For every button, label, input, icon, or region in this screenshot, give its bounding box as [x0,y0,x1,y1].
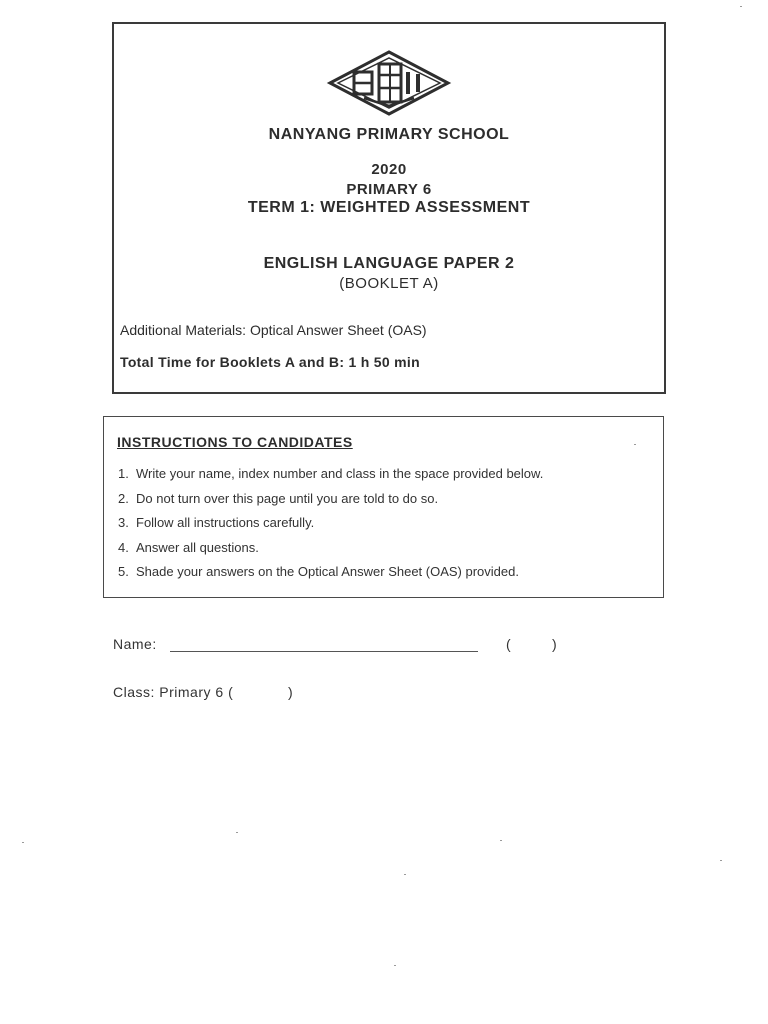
booklet-label: (BOOKLET A) [339,275,439,292]
scan-speck [740,6,742,7]
scan-speck [500,840,502,841]
paper-title: ENGLISH LANGUAGE PAPER 2 [263,255,515,272]
scan-speck [634,444,636,445]
list-item-number: 1. [118,466,129,481]
total-time: Total Time for Booklets A and B: 1 h 50 min [120,354,420,370]
list-item-number: 5. [118,564,129,579]
instructions-title: INSTRUCTIONS TO CANDIDATES [117,434,353,450]
list-item [118,464,543,489]
list-item-number: 3. [118,515,129,530]
scan-speck [394,965,396,966]
list-item-number: 4. [118,539,129,555]
list-item-number: 2. [118,490,129,506]
school-name: NANYANG PRIMARY SCHOOL [268,126,510,143]
index-number-bracket-close: ) [552,636,558,652]
scan-speck [22,842,24,843]
header-box [112,22,666,394]
exam-term: TERM 1: WEIGHTED ASSESSMENT [247,199,531,216]
scan-speck [404,874,406,875]
list-item-text: Do not turn over this page until you are told to do so. [136,490,439,506]
scan-speck [236,832,238,833]
list-item [118,489,543,514]
list-item-text: Answer all questions. [136,539,259,555]
additional-materials: Additional Materials: Optical Answer Sheet (OAS) [120,322,427,338]
list-item-text: Follow all instructions carefully. [136,515,315,530]
class-bracket-close: ) [288,684,294,700]
list-item-text: Write your name, index number and class in the space provided below. [136,466,544,481]
class-label: Class: Primary 6 ( [113,684,234,700]
exam-year: 2020 [371,161,407,178]
list-item [118,513,543,538]
school-crest-logo [324,48,454,118]
list-item-text: Shade your answers on the Optical Answer Sheet (OAS) provided. [136,564,519,579]
list-item [118,562,543,587]
name-field[interactable] [170,651,478,652]
index-number-bracket-open: ( [506,636,512,652]
list-item [118,538,543,563]
name-label: Name: [113,636,157,652]
instructions-box [103,416,664,598]
instructions-list [118,464,543,587]
exam-level: PRIMARY 6 [346,181,432,198]
scan-speck [720,860,722,861]
